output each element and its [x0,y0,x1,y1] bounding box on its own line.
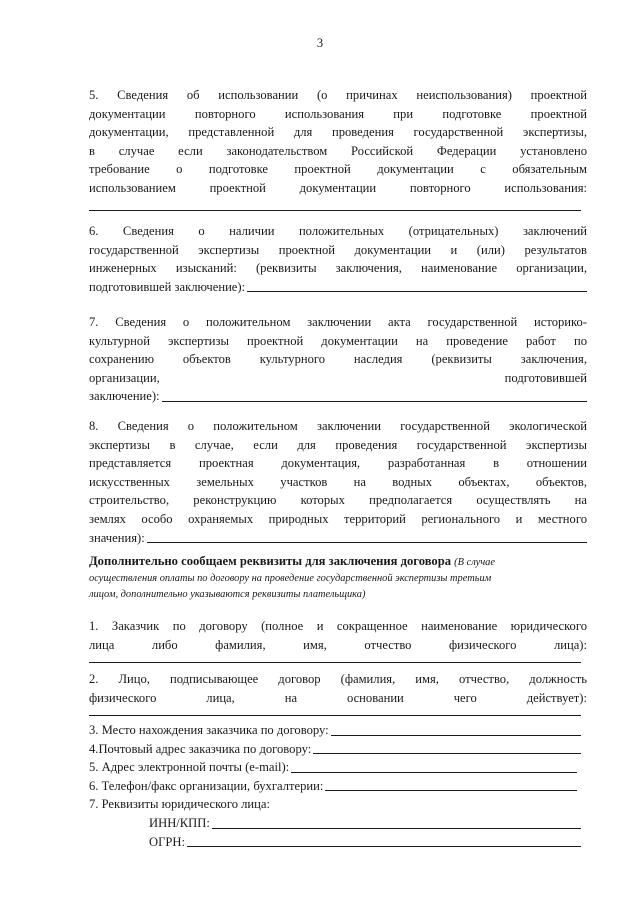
ogrn-field[interactable] [187,845,581,847]
fill-line [89,758,587,777]
page-number: 3 [316,36,324,50]
blank-line[interactable] [89,198,581,211]
additional-section [89,552,587,603]
text-line: сохранению объектов культурного наследия (реквизиты заключения, [89,352,587,367]
section-5 [89,86,587,211]
fill-line [89,278,587,297]
field-label: 5. Адрес электронной почты (e-mail): [89,760,290,775]
text-line: 5. Сведения об использовании (о причинах неиспользования) проектной [89,88,587,102]
blank-line[interactable] [89,707,581,716]
inn-kpp-field[interactable] [212,827,581,829]
fill-line [89,387,587,406]
text-line: документации повторного использования при подготовке проектной [89,106,587,121]
email-field[interactable] [291,771,577,773]
text-line: представляется проектная документация, разработанная в отношении [89,456,587,471]
text-line: лица либо фамилия, имя, отчество физического лица): [89,637,587,652]
blank-line[interactable] [89,654,581,663]
field-label: 6. Телефон/факс организации, бухгалтерии: [89,778,324,793]
customer-location-field[interactable] [331,734,581,736]
text-line: документации, представленной для проведения государственной экспертизы, [89,125,587,140]
text-line: искусственных земельных участков на водных объектах, объектов, [89,474,587,489]
blank-field[interactable] [247,290,587,292]
text-line: 6. Сведения о наличии положительных (отрицательных) заключений [89,224,587,238]
fill-line [89,740,587,759]
text-line: использованием проектной документации повторного использования: [89,180,587,195]
fill-line [89,529,587,548]
text-line [89,369,587,388]
fill-line [89,814,587,833]
text-left: организации, [89,370,160,385]
text-line: экспертизы в случае, если для проведения государственной экспертизы [89,437,587,452]
blank-field[interactable] [147,541,587,543]
note-text: (В случае [454,557,495,568]
text-line: 2. Лицо, подписывающее договор (фамилия, имя, отчество, должность [89,672,587,686]
field-label: 3. Место нахождения заказчика по договору: [89,723,329,737]
text-line: культурной экспертизы проектной документации на проведение работ по [89,333,587,348]
text-line: строительство, реконструкцию которых предполагается осуществлять на [89,493,587,508]
field-label: заключение): [89,389,160,404]
field-label: значения): [89,530,145,545]
field-label: ИНН/КПП: [149,815,210,830]
items-list [89,721,587,851]
blank-field[interactable] [162,400,587,402]
fill-line [89,777,587,796]
item-2 [89,670,587,716]
field-label: подготовившей заключение): [89,279,246,294]
text-line: требование о подготовке проектной документации с обязательным [89,162,587,177]
field-label: 4.Почтовый адрес заказчика по договору: [89,741,312,756]
heading-line [89,552,587,571]
text-line: землях особо охраняемых природных территорий регионального и местного [89,511,587,526]
section-heading: Дополнительно сообщаем реквизиты для заключения договора [89,554,452,568]
text-line: государственной экспертизы проектной документации и (или) результатов [89,242,587,257]
text-line: физического лица, на основании чего действует): [89,690,587,705]
text-line: в случае если законодательством Российской Федерации установлено [89,143,587,158]
section-6 [89,222,587,296]
text-line: 1. Заказчик по договору (полное и сокращенное наименование юридического [89,619,587,633]
text-line: 7. Сведения о положительном заключении акта государственной историко- [89,315,587,329]
text-line: инженерных изысканий: (реквизиты заключения, наименование организации, [89,261,587,276]
section-8 [89,417,587,547]
note-text: осуществления оплаты по договору на проведение государственной экспертизы третьим [89,572,492,584]
fill-line [89,721,587,740]
field-label: ОГРН: [149,834,185,849]
note-text: лицом, дополнительно указываются реквизиты плательщика) [89,588,366,600]
text-right: подготовившей [504,370,587,385]
text-line: 8. Сведения о положительном заключении государственной экологической [89,419,587,433]
section-7 [89,313,587,406]
field-label: 7. Реквизиты юридического лица: [89,797,270,812]
item-1 [89,617,587,663]
postal-address-field[interactable] [313,752,581,754]
phone-fax-field[interactable] [325,789,577,791]
fill-line [89,833,587,852]
